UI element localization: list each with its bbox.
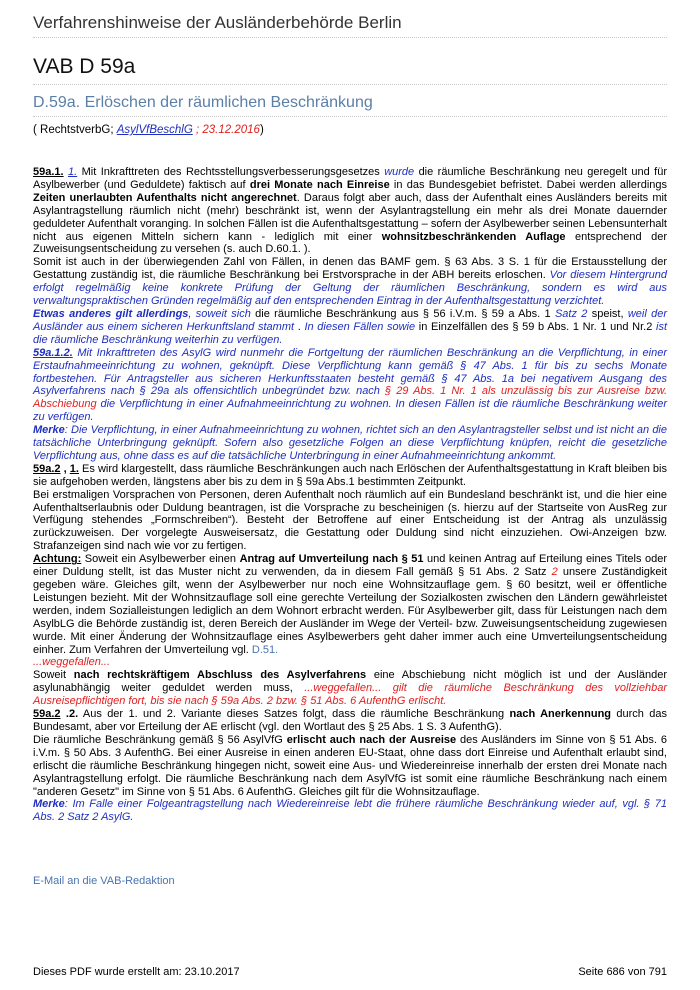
date-stamp: 23.12.2016 (202, 124, 260, 136)
paragraph-10: Soweit nach rechtskräftigem Abschluss des Asylverfahrens eine Abschiebung nicht möglich ist und der Ausländer asylunabhängig weiter geduldet werden muss, ...weggefallen... gilt die räumliche Beschränkung des vollziehbar Ausreisepflichtigen fort, bis sie nach § 59a Abs. 2 bzw. § 51 Abs. 6 AufenthG erlischt. (33, 669, 668, 708)
paragraph-12: Die räumliche Beschränkung gemäß § 56 AsylVfG erlischt auch nach der Ausreise des Ausländers im Sinne von § 51 Abs. 6 i.V.m. § 50 Abs. 3 AufenthG. Bei einer Ausreise in einen anderen EU-Staat, ohne dass dort Einreise und Aufenthalt erlaubt sind, erlischt die räumliche Beschränkung hingegen nicht, soweit eine Aus- und Wiedereinreise innerhalb der ersten drei Monate nach Asylantragstellung erfolgt. Die räumliche Beschränkung nach dem AsylVfG ist somit eine räumliche Beschränkung nach einem "anderen Gesetz" im Sinne von § 51 Abs. 6 AufenthG. Gleiches gilt für die Wohnsitzauflage. (33, 733, 667, 798)
footer-page-number: Seite 686 von 791 (578, 966, 667, 978)
document-body (33, 166, 667, 824)
paragraph-7: Bei erstmaligen Vorsprachen von Personen, deren Aufenthalt noch räumlich auf ein Bundesland beschränkt ist, und die hier eine Aufenthaltserlaubnis oder Duldung beantragen, ist die Vorsprache zu bescheinigen (s. hierzu auf der Startseite von AusReg zur Verfügung stehendes „Formschreiben“). Besteht der Betroffene auf einer Entscheidung ist der Antrag als unzulässig zurückzuweisen. Der vorgelegte Ausweisersatz, die Gestattung oder Duldung sind nicht einzuziehen. Owi-Anzeigen bzw. Strafanzeigen sind nach wie vor zu fertigen. (33, 488, 667, 553)
paragraph-3: Etwas anderes gilt allerdings, soweit sich die räumliche Beschränkung aus § 56 i.V.m. § 59 a Abs. 1 Satz 2 speist, weil der Ausländer aus einem sicheren Herkunftsland stammt . In diesen Fällen sowie in Einzelfällen des § 59 b Abs. 1 Nr. 1 und Nr.2 ist die räumliche Beschränkung weiterhin zu verfügen. (33, 307, 668, 346)
source-link[interactable]: AsylVfBeschlG (116, 124, 193, 136)
header-divider (33, 37, 667, 38)
paragraph-59a-1: 59a.1. 1. Mit Inkrafttreten des Rechtsstellungsverbesserungsgesetzes wurde die räumliche Beschränkung neu geregelt und für Asylbewerber (und Geduldete) faktisch auf drei Monate nach Einreise in das Bundesgebiet befristet. Dabei werden allerdings Zeiten unerlaubten Aufenthalts nicht angerechnet. Daraus folgt aber auch, dass der Aufenthalt eines Ausländers bereits mit Asylantragstellung räumlich nicht (mehr) beschränkt ist, wenn der Asylantragstellung ein mehr als drei Monate dauernder geduldeter Aufenthalt voranging. In solchen Fällen ist die Aufenthaltsgestattung – sofern der Asylbewerber seinen Lebensunterhalt nicht aus eigenen Mitteln sichern kann - lediglich mit einer wohnsitzbeschränkenden Auflage entsprechend der Zuweisungsentscheidung zu versehen (s. auch D.60.1. ). (33, 166, 668, 256)
paragraph-59a-2: 59a.2 , 1. Es wird klargestellt, dass räumliche Beschränkungen auch nach Erlöschen der Aufenthaltsgestattung in Kraft bleiben bis sie aufgehoben werden, längstens aber bis zu dem in § 59a Abs.1 bestimmten Zeitpunkt. (33, 462, 667, 488)
paragraph-removed: ...weggefallen... (33, 656, 111, 669)
title-divider (33, 84, 667, 85)
paragraph-59a-1-2: 59a.1.2. Mit Inkrafttreten des AsylG wird nunmehr die Fortgeltung der räumlichen Beschränkung an die Verpflichtung, in einer Erstaufnahmeeinrichtung zu wohnen, geknüpft. Diese Verpflichtung kann gemäß § 47 Abs. 1 für bis zu sechs Monate fortbestehen. Für Antragsteller aus sicheren Herkunftsstaaten besteht gemäß § 47 Abs. 1a bei negativem Ausgang des Asylverfahrens nach § 29a als offensichtlich unbegründet bzw. nach § 29 Abs. 1 Nr. 1 als unzulässig bis zur Ausreise bzw. Abschiebung die Verpflichtung in einer Aufnahmeeinrichtung zu wohnen. In diesen Fällen ist die räumliche Beschränkung weiter zu verfügen. (33, 346, 667, 424)
footer-created: Dieses PDF wurde erstellt am: 23.10.2017 (33, 966, 240, 978)
paragraph-59a-2-2: 59a.2 .2. Aus der 1. und 2. Variante dieses Satzes folgt, dass die räumliche Beschränkung nach Anerkennung durch das Bundesamt, aber vor Erteilung der AE erlischt (vgl. den Wortlaut des § 25 Abs. 1 S. 3 AufenthG). (33, 708, 667, 733)
paragraph-merke-2: Merke: Im Falle einer Folgeantragstellung nach Wiedereinreise lebt die frühere räumliche Beschränkung wieder auf, vgl. § 71 Abs. 2 Satz 2 AsylG. (33, 798, 667, 824)
section-divider (33, 116, 667, 117)
document-code: VAB D 59a (33, 55, 136, 78)
header-title: Verfahrenshinweise der Ausländerbehörde Berlin (33, 13, 402, 32)
paragraph-achtung: Achtung: Soweit ein Asylbewerber einen Antrag auf Umverteilung nach § 51 und keinen Antrag auf Erteilung eines Titels oder einer Duldung stellt, ist das Muster nicht zu verwenden, da in diesem Fall gemäß § 51 Abs. 2 Satz 2 unsere Zuständigkeit gegeben wäre. Gleiches gilt, wenn der Asylbewerber nur noch eine Wohnsitzauflage gem. § 60 besitzt, weil er öffentliche Leistungen bezieht. Mit der Wohnsitzauflage soll eine gerechte Verteilung der Sozialkosten zwischen den Ländern gewährleistet werden, indem Sozialleistungen lediglich an dem Wohnort erbracht werden. Für Asylbewerber gilt, dass für Leistungen nach dem AsylbLG die Behörde zuständig ist, deren Bereich der Ausländer im Wege der Verteil- bzw. Zuweisungsentscheidung zugewiesen wurde. Mit einer Änderung der Wohnsitzauflage eines Asylbewerbers geht daher immer auch eine Umverteilungsentscheidung einher. Zum Verfahren der Umverteilung vgl. D.51. (33, 553, 668, 656)
link-d51[interactable]: D.51. (251, 643, 279, 656)
paragraph-merke-1: Merke: Die Verpflichtung, in einer Aufnahmeeinrichtung zu wohnen, richtet sich an den Asylantragsteller selbst und ist nicht an die tatsächliche Unterbringung geknüpft. Sofern also gesetzliche Folgen an diese Verpflichtung knüpfen, reicht die gesetzliche Verpflichtung aus, ohne dass es auf die tatsächliche Unterbringung in einer Aufnahmeeinrichtung ankommt. (33, 424, 667, 462)
email-link[interactable]: E-Mail an die VAB-Redaktion (33, 875, 175, 887)
section-title: D.59a. Erlöschen der räumlichen Beschränkung (33, 94, 373, 111)
paragraph-2: Somit ist auch in der überwiegenden Zahl von Fällen, in denen das BAMF gem. § 63 Abs. 3 S. 1 für die Erstausstellung der Gestattung zuständig ist, die räumliche Beschränkung bei Erstvorsprache in der ABH bereits erloschen. Vor diesem Hintergrund erfolgt regelmäßig keine konkrete Prüfung der Geltung der räumlichen Beschränkung, sondern es wird aus verwaltungspraktischen Gründen regelmäßig auf den entsprechenden Eintrag in der Aufenthaltsgestattung verzichtet. (33, 256, 667, 308)
document-meta: ( RechtstverbG; AsylVfBeschlG ; 23.12.2016) (33, 124, 264, 136)
